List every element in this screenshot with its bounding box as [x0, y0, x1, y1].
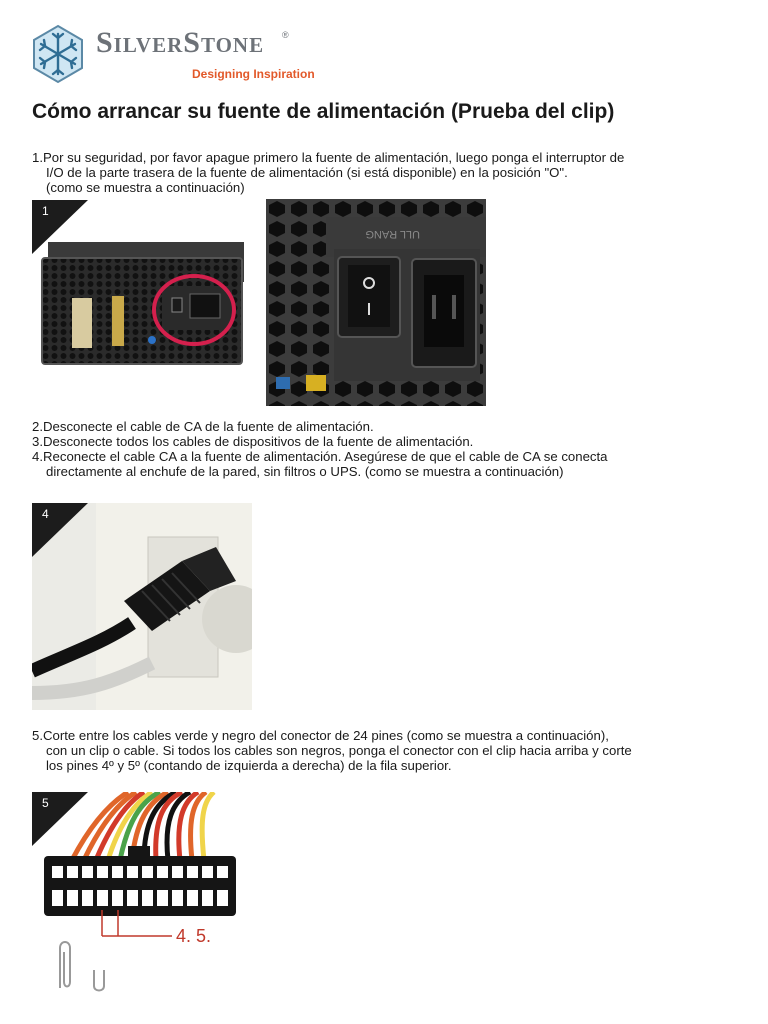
- step-5-line-3: los pines 4º y 5º (contando de izquierda a derecha) de la fila superior.: [46, 758, 452, 773]
- step-1-text: [32, 150, 748, 195]
- brand-logo: [28, 24, 338, 86]
- step-1-line-2: I/O de la parte trasera de la fuente de alimentación (si está disponible) en la posición "O".: [46, 165, 568, 180]
- step-3-line: 3.Desconecte todos los cables de dispositivos de la fuente de alimentación.: [32, 434, 474, 449]
- page-title: Cómo arrancar su fuente de alimentación (Prueba del clip): [32, 100, 615, 123]
- step-1-line-3: (como se muestra a continuación): [46, 180, 245, 195]
- brand-name: SilverStone: [96, 26, 265, 59]
- power-switch-closeup-photo: [266, 199, 486, 406]
- step-5-line-1: 5.Corte entre los cables verde y negro del conector de 24 pines (como se muestra a continuación),: [32, 728, 609, 743]
- step-5-badge-number: 5: [42, 796, 49, 810]
- step-1-badge-number: 1: [42, 204, 49, 218]
- step-1-line-1: 1.Por su seguridad, por favor apague primero la fuente de alimentación, luego ponga el interruptor de: [32, 150, 625, 165]
- pin-4-5-label: 4. 5.: [176, 926, 212, 946]
- step-4-line-2: directamente al enchufe de la pared, sin filtros o UPS. (como se muestra a continuación): [46, 464, 564, 479]
- atx-connector-photo: [32, 792, 250, 1002]
- closeup-range-label: ULL RANG: [365, 228, 420, 240]
- brand-tagline: Designing Inspiration: [192, 67, 315, 81]
- steps-2-to-4-text: [32, 419, 748, 479]
- step-5-line-2: con un clip o cable. Si todos los cables son negros, ponga el conector con el clip hacia arriba y corte: [46, 743, 632, 758]
- power-switch-closeup-illustration: [266, 199, 486, 406]
- psu-rear-photo: [32, 200, 252, 406]
- brand-registered-mark: ®: [282, 30, 289, 40]
- step-5-badge: [32, 792, 88, 846]
- step-4-badge: [32, 503, 88, 557]
- step-1-badge: [32, 200, 88, 254]
- step-4-line-1: 4.Reconecte el cable CA a la fuente de alimentación. Asegúrese de que el cable de CA se conecta: [32, 449, 608, 464]
- snowflake-icon: [28, 24, 88, 84]
- step-4-badge-number: 4: [42, 507, 49, 521]
- power-cord-photo: [32, 503, 252, 710]
- step-2-line: 2.Desconecte el cable de CA de la fuente de alimentación.: [32, 419, 374, 434]
- step-5-text: [32, 728, 748, 773]
